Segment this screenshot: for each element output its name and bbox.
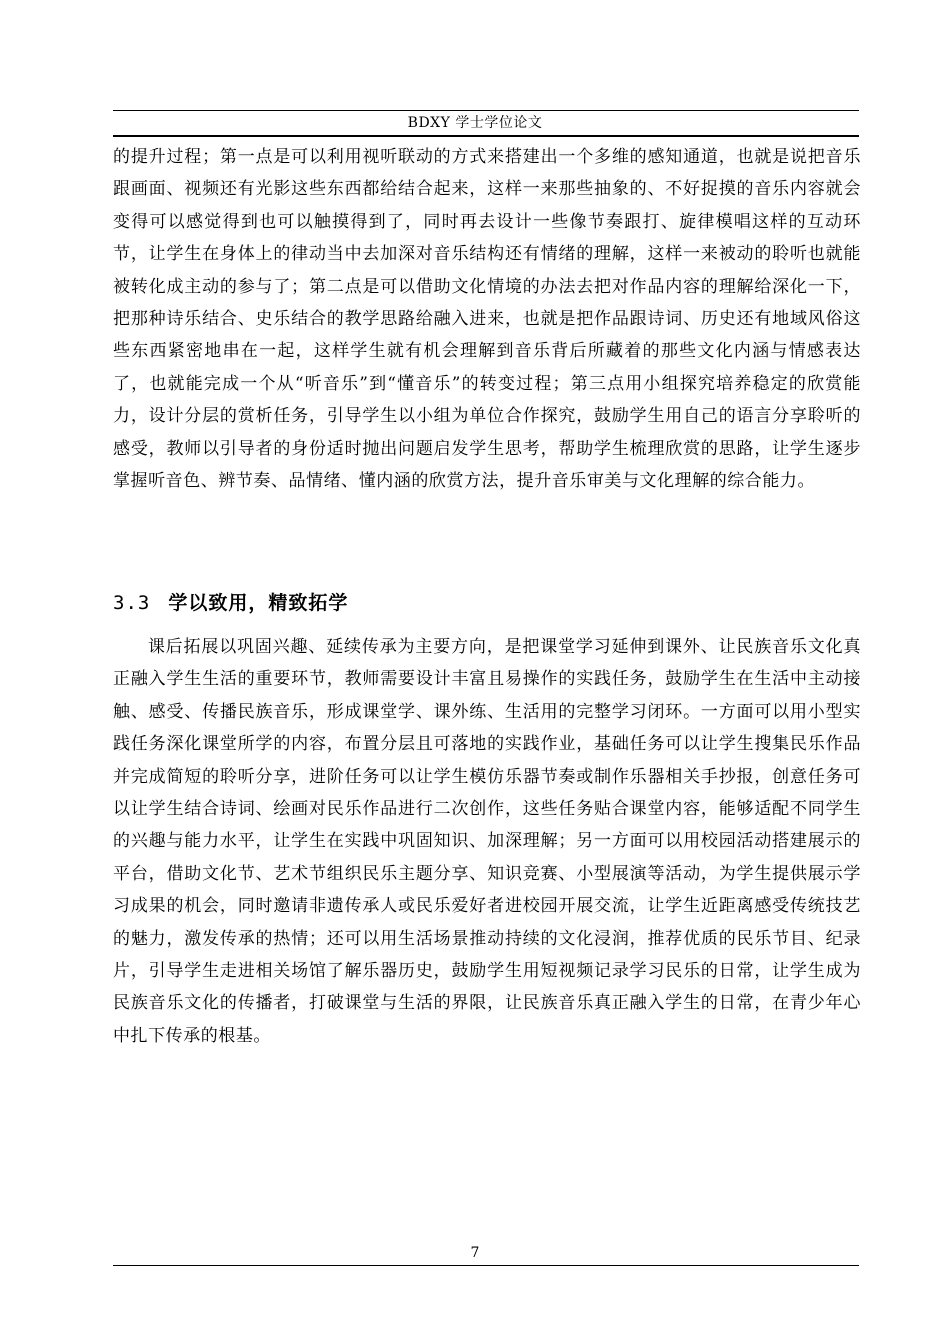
section-title: 学以致用，精致拓学 [168, 592, 349, 614]
section-paragraph: 课后拓展以巩固兴趣、延续传承为主要方向，是把课堂学习延伸到课外、让民族音乐文化真正融入学生生活的重要环节，教师需要设计丰富且易操作的实践任务，鼓励学生在生活中主动接触、感受、传播民族音乐，形成课堂学、课外练、生活用的完整学习闭环。一方面可以用小型实践任务深化课堂所学的内容，布置分层且可落地的实践作业，基础任务可以让学生搜集民乐作品并完成简短的聆听分享，进阶任务可以让学生模仿乐器节奏或制作乐器相关手抄报，创意任务可以让学生结合诗词、绘画对民乐作品进行二次创作，这些任务贴合课堂内容，能够适配不同学生的兴趣与能力水平，让学生在实践中巩固知识、加深理解；另一方面可以用校园活动搭建展示的平台，借助文化节、艺术节组织民乐主题分享、知识竞赛、小型展演等活动，为学生提供展示学习成果的机会，同时邀请非遗传承人或民乐爱好者进校园开展交流，让学生近距离感受传统技艺的魅力，激发传承的热情；还可以用生活场景推动持续的文化浸润，推荐优质的民乐节目、纪录片，引导学生走进相关场馆了解乐器历史，鼓励学生用短视频记录学习民乐的日常，让学生成为民族音乐文化的传播者，打破课堂与生活的界限，让民族音乐真正融入学生的日常，在青少年心中扎下传承的根基。 [113, 637, 861, 1046]
section-paragraph-block [113, 631, 861, 1052]
continuation-paragraph-block [113, 141, 861, 497]
running-header: BDXY 学士学位论文 [407, 115, 543, 131]
page-number: 7 [470, 1245, 480, 1261]
section-number: 3.3 [113, 592, 151, 614]
section-heading [113, 591, 348, 615]
header-rule-top [113, 110, 859, 111]
footer-rule [113, 1265, 859, 1266]
header-rule-bottom [113, 135, 859, 137]
continuation-paragraph: 的提升过程；第一点是可以利用视听联动的方式来搭建出一个多维的感知通道，也就是说把音乐跟画面、视频还有光影这些东西都给结合起来，这样一来那些抽象的、不好捉摸的音乐内容就会变得可以感觉得到也可以触摸得到了，同时再去设计一些像节奏跟打、旋律模唱这样的互动环节，让学生在身体上的律动当中去加深对音乐结构还有情绪的理解，这样一来被动的聆听也就能被转化成主动的参与了；第二点是可以借助文化情境的办法去把对作品内容的理解给深化一下，把那种诗乐结合、史乐结合的教学思路给融入进来，也就是把作品跟诗词、历史还有地域风俗这些东西紧密地串在一起，这样学生就有机会理解到音乐背后所藏着的那些文化内涵与情感表达了，也就能完成一个从“听音乐”到“懂音乐”的转变过程；第三点用小组探究培养稳定的欣赏能力，设计分层的赏析任务，引导学生以小组为单位合作探究，鼓励学生用自己的语言分享聆听的感受，教师以引导者的身份适时抛出问题启发学生思考，帮助学生梳理欣赏的思路，让学生逐步掌握听音色、辨节奏、品情绪、懂内涵的欣赏方法，提升音乐审美与文化理解的综合能力。 [113, 147, 861, 492]
